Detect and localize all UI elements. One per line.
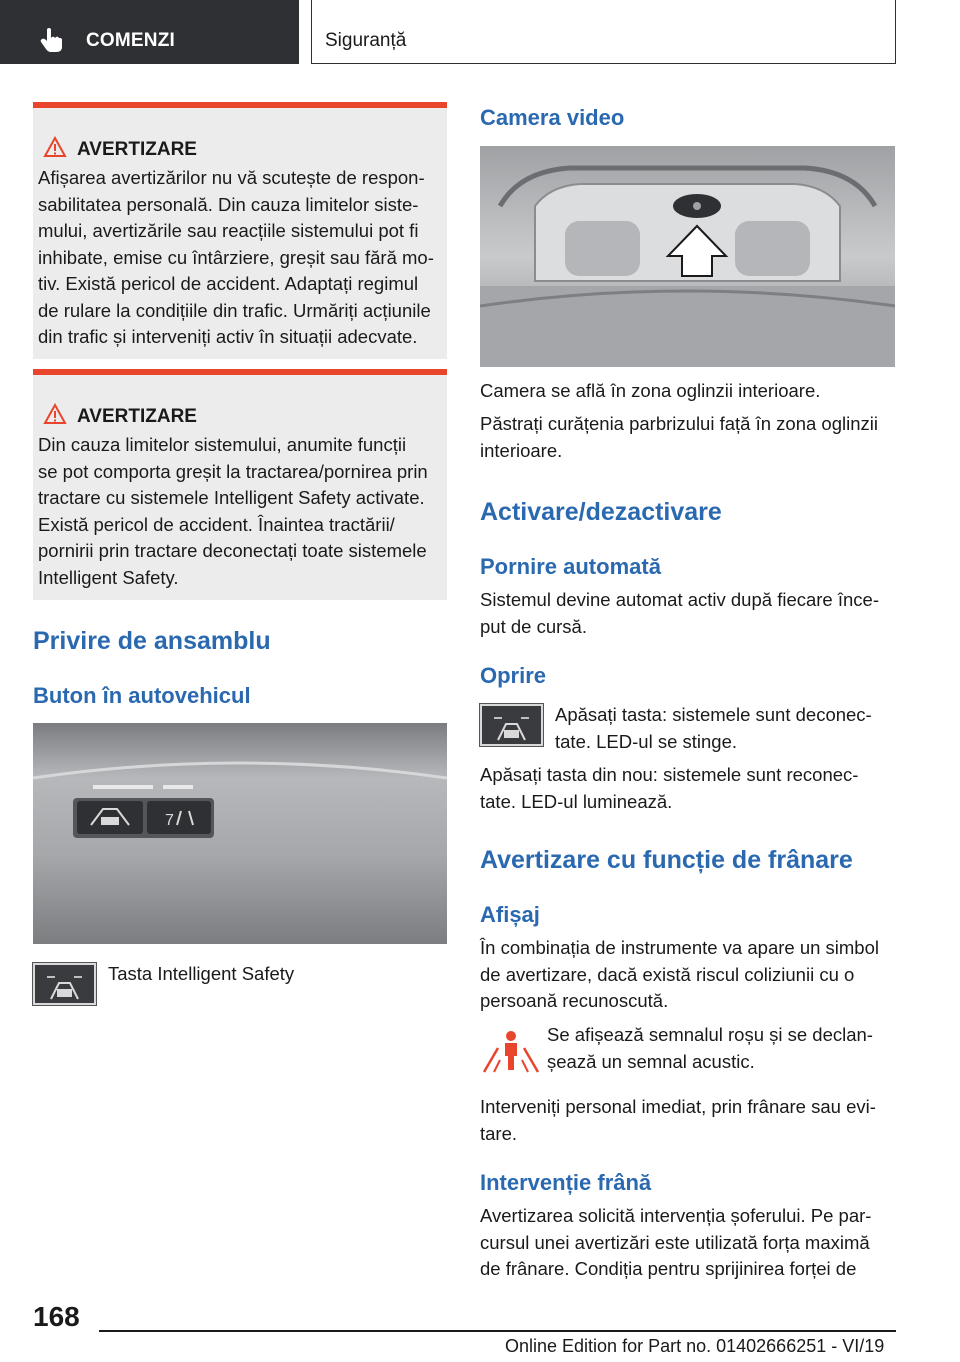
- overview-heading: Privire de ansamblu: [33, 627, 271, 655]
- chapter-label: COMENZI: [86, 30, 176, 51]
- camera-heading: Camera video: [480, 105, 625, 130]
- camera-location-text: Camera se află în zona oglinzii interioare.: [480, 380, 821, 401]
- stop-text: Apăsați tasta: sistemele sunt deconec- tate. LED-ul se stinge.: [555, 704, 872, 752]
- display-icon-text: Se afișează semnalul roșu și se declan- șează un semnal acustic.: [547, 1024, 873, 1072]
- stop-heading: Oprire: [480, 663, 547, 688]
- button-heading: Buton în autovehicul: [33, 683, 251, 708]
- footer-divider: [99, 1330, 896, 1332]
- intelligent-safety-button-icon: [480, 704, 543, 746]
- warning-box: [33, 369, 447, 600]
- stop-text-reactivate: Apăsați tasta din nou: sistemele sunt reconec- tate. LED-ul luminează.: [480, 764, 859, 812]
- edition-text: Online Edition for Part no. 01402666251 - VI/19: [505, 1336, 885, 1356]
- intelligent-safety-button-icon: [33, 963, 96, 1005]
- hand-pointer-icon: [38, 26, 66, 54]
- camera-photo: [480, 146, 895, 367]
- pedestrian-warning-icon: [480, 1026, 542, 1076]
- page-number: 168: [33, 1301, 80, 1332]
- button-photo: [33, 723, 447, 944]
- warning-triangle-icon: [43, 136, 67, 158]
- svg-text:7: 7: [165, 812, 174, 829]
- chapter-tab[interactable]: [0, 0, 299, 64]
- brake-intervention-heading: Intervenție frână: [480, 1170, 652, 1195]
- warning-triangle-icon: [43, 403, 67, 425]
- auto-start-text: Sistemul devine automat activ după fiecare înce- put de cursă.: [480, 589, 879, 637]
- display-heading: Afișaj: [480, 902, 540, 927]
- warning-title: AVERTIZARE: [77, 139, 197, 160]
- section-title: Siguranță: [325, 30, 407, 51]
- camera-clean-text: Păstrați curățenia parbrizului față în zona oglinzii interioare.: [480, 413, 878, 461]
- intervene-text: Interveniți personal imediat, prin frânare sau evi- tare.: [480, 1096, 876, 1144]
- activation-heading: Activare/dezactivare: [480, 498, 722, 526]
- warning-title: AVERTIZARE: [77, 406, 197, 427]
- warning-box: [33, 102, 447, 359]
- display-text: În combinația de instrumente va apare un simbol de avertizare, dacă există riscul coliziunii cu o persoană recunoscută.: [480, 937, 879, 1011]
- button-caption: Tasta Intelligent Safety: [108, 963, 295, 984]
- warning-text: Din cauza limitelor sistemului, anumite funcții se pot comporta greșit la tractarea/pornirea prin tractare cu sistemele Intelligent Safety activate. Există pericol de accident. Înaintea tractării/ pornirii prin tractare deconectați toate sistemele Intelligent Safety.: [38, 434, 428, 588]
- brake-intervention-text: Avertizarea solicită intervenția șoferului. Pe par- cursul unei avertizări este utilizată forța maximă de frânare. Condiția pentru sprijinirea forței de: [480, 1205, 872, 1279]
- warning-text: Afișarea avertizărilor nu vă scutește de respon- sabilitatea personală. Din cauza limitelor siste- mului, avertizările sau reacțiile sistemului pot fi inhibate, emise cu întârziere, greșit sau fără mo- tiv. Există pericol de accident. Adaptați regimul de rulare la condițiile din trafic. Urmăriți acțiunile din trafic și interveniți activ în situații adecvate.: [38, 167, 434, 347]
- brake-warning-heading: Avertizare cu funcție de frânare: [480, 846, 853, 874]
- auto-start-heading: Pornire automată: [480, 554, 661, 579]
